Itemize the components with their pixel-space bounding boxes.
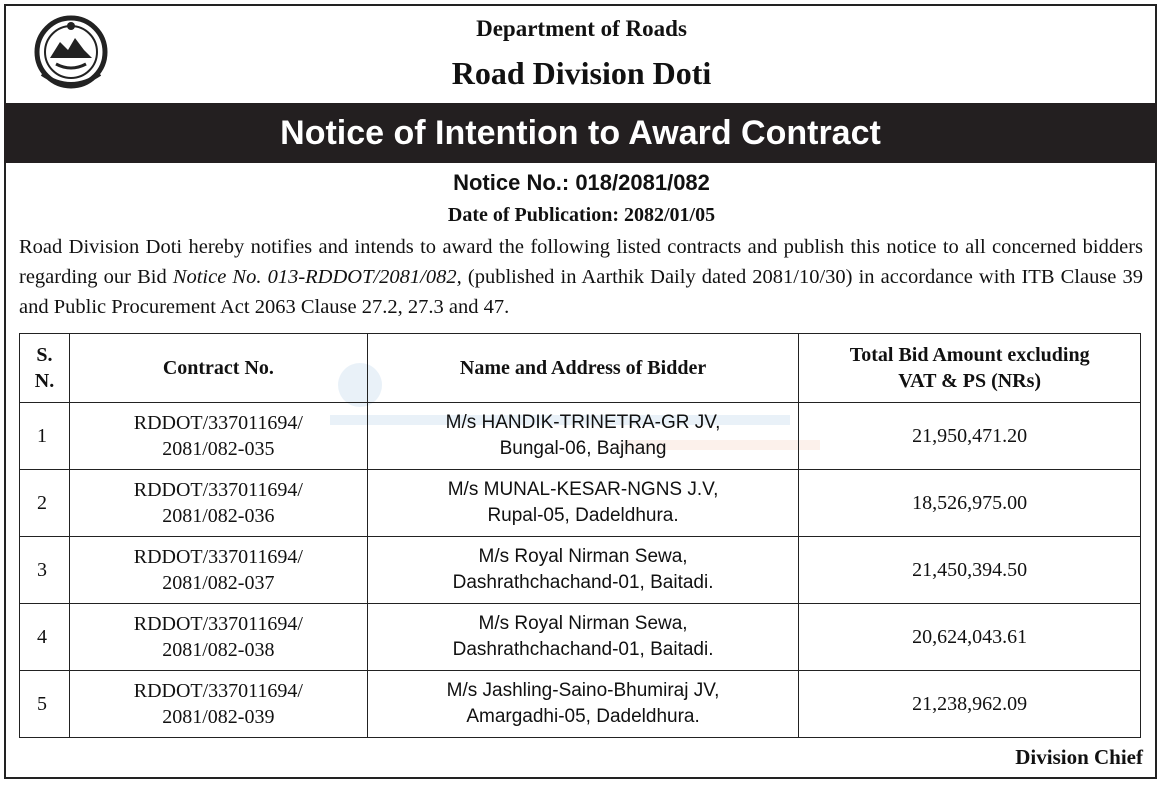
row-amount: 21,238,962.09 xyxy=(799,671,1141,738)
row-contract-no: RDDOT/337011694/ 2081/082-036 xyxy=(69,470,367,537)
header-contract-no: Contract No. xyxy=(69,334,367,403)
table-header-row xyxy=(20,334,1141,403)
row-amount: 20,624,043.61 xyxy=(799,604,1141,671)
row-bidder: M/s Jashling-Saino-Bhumiraj JV, Amargadhi-05, Dadeldhura. xyxy=(367,671,799,738)
notice-body-bid-reference: Notice No. 013-RDDOT/2081/082, xyxy=(172,266,462,288)
header-amount: Total Bid Amount excluding VAT & PS (NRs) xyxy=(799,334,1141,403)
row-bidder: M/s Royal Nirman Sewa, Dashrathchachand-01, Baitadi. xyxy=(367,537,799,604)
table-row xyxy=(20,470,1141,537)
table-row xyxy=(20,537,1141,604)
row-sn: 5 xyxy=(20,671,70,738)
row-sn: 2 xyxy=(20,470,70,537)
notice-body-part1: Road Division Doti hereby notifies and intends to award the following listed contracts and publish this notice to all concerned bidders regarding our Bid xyxy=(19,236,1143,288)
row-bidder: M/s HANDIK-TRINETRA-GR JV, Bungal-06, Bajhang xyxy=(367,403,799,470)
row-sn: 4 xyxy=(20,604,70,671)
table-row xyxy=(20,604,1141,671)
row-amount: 21,950,471.20 xyxy=(799,403,1141,470)
row-sn: 3 xyxy=(20,537,70,604)
notice-number: Notice No.: 018/2081/082 xyxy=(453,170,710,195)
header-sn: S. N. xyxy=(20,334,70,403)
division-name: Road Division Doti xyxy=(451,55,712,91)
table-row xyxy=(20,403,1141,470)
table-row xyxy=(20,671,1141,738)
contracts-table xyxy=(19,333,1141,738)
row-contract-no: RDDOT/337011694/ 2081/082-035 xyxy=(69,403,367,470)
row-sn: 1 xyxy=(20,403,70,470)
notice-body-part2: (published in Aarthik Daily dated 2081/10/30) in accordance with ITB Clause 39 and Public Procurement Act 2063 Clause 27.2, 27.3 and 47. xyxy=(19,266,1144,318)
row-contract-no: RDDOT/337011694/ 2081/082-039 xyxy=(69,671,367,738)
row-bidder: M/s Royal Nirman Sewa, Dashrathchachand-01, Baitadi. xyxy=(367,604,799,671)
notice-body xyxy=(19,232,1143,322)
publication-date: Date of Publication: 2082/01/05 xyxy=(447,204,716,226)
row-contract-no: RDDOT/337011694/ 2081/082-037 xyxy=(69,537,367,604)
row-contract-no: RDDOT/337011694/ 2081/082-038 xyxy=(69,604,367,671)
notice-title-banner: Notice of Intention to Award Contract xyxy=(4,103,1157,163)
signature-division-chief: Division Chief xyxy=(1015,745,1143,769)
header-bidder: Name and Address of Bidder xyxy=(367,334,799,403)
row-amount: 18,526,975.00 xyxy=(799,470,1141,537)
department-name: Department of Roads xyxy=(476,16,687,41)
row-bidder: M/s MUNAL-KESAR-NGNS J.V, Rupal-05, Dadeldhura. xyxy=(367,470,799,537)
row-amount: 21,450,394.50 xyxy=(799,537,1141,604)
